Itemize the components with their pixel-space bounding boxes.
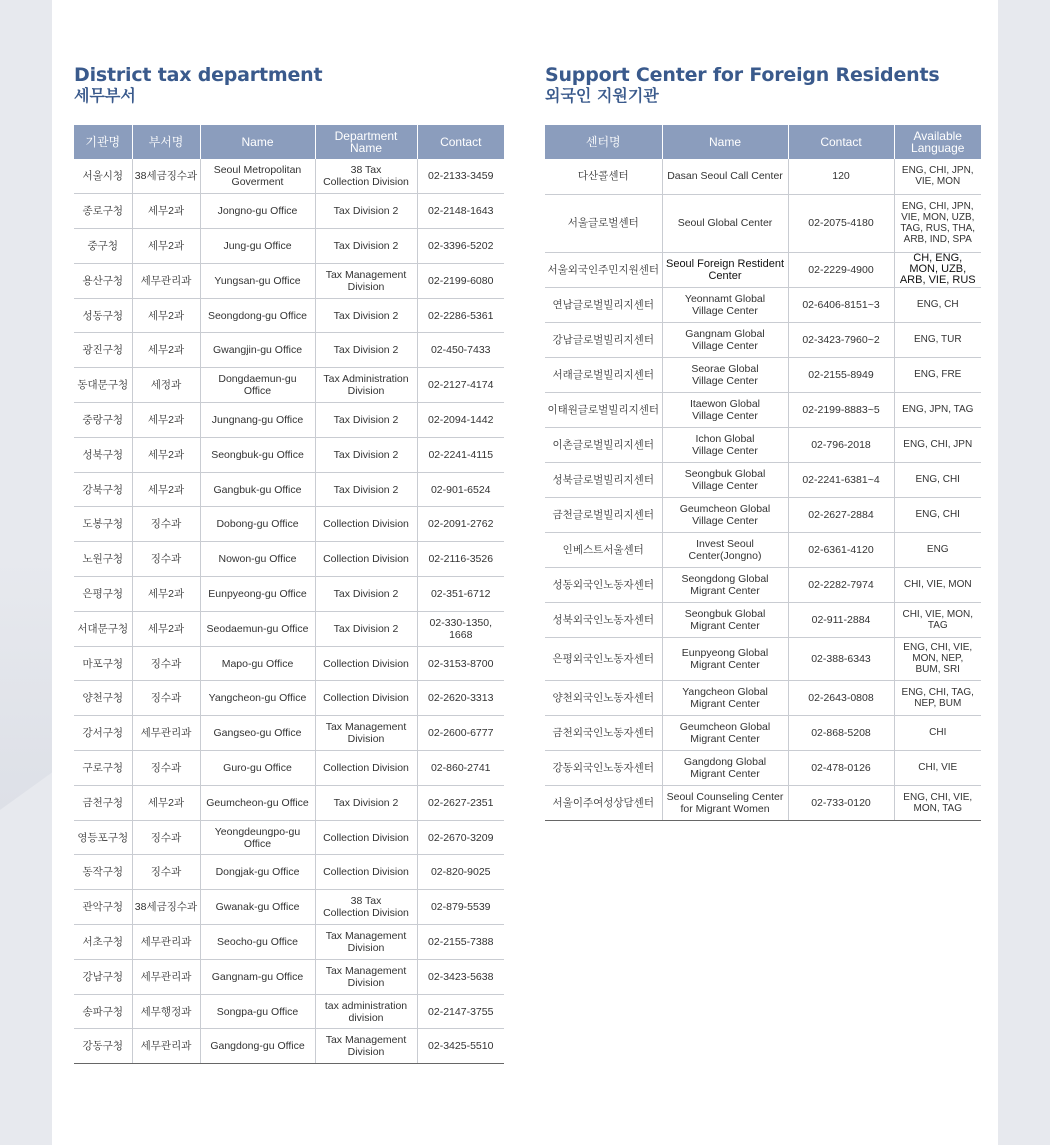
contact-cell: 02-2091-2762 (417, 507, 504, 542)
contact-cell: 02-2075-4180 (788, 194, 894, 252)
name-cell: Itaewon Global Village Center (662, 392, 788, 427)
contact-cell: 02-2282-7974 (788, 567, 894, 602)
name-cell: Gangbuk-gu Office (200, 472, 315, 507)
department-name-cell: 38 Tax Collection Division (315, 159, 417, 194)
contact-cell: 02-6361-4120 (788, 532, 894, 567)
name-cell: Geumcheon-gu Office (200, 785, 315, 820)
center-ko-cell: 이태원글로벌빌리지센터 (545, 392, 662, 427)
agency-cell: 용산구청 (74, 263, 132, 298)
table-row (74, 298, 504, 333)
center-ko-cell: 성동외국인노동자센터 (545, 567, 662, 602)
department-name-cell: Collection Division (315, 646, 417, 681)
department-name-cell: Tax Division 2 (315, 611, 417, 646)
page-edge-shadow (0, 560, 52, 810)
department-ko-cell: 세무2과 (132, 785, 200, 820)
table-row (74, 472, 504, 507)
agency-cell: 강서구청 (74, 716, 132, 751)
contact-cell: 02-2155-7388 (417, 925, 504, 960)
agency-cell: 중구청 (74, 229, 132, 264)
tax-title-en: District tax department (74, 64, 323, 86)
department-ko-cell: 38세금징수과 (132, 890, 200, 925)
table-row (545, 497, 981, 532)
contact-cell: 02-2116-3526 (417, 542, 504, 577)
table-row (545, 287, 981, 322)
center-ko-cell: 연남글로벌빌리지센터 (545, 287, 662, 322)
table-header-row (74, 125, 504, 159)
table-row (545, 637, 981, 680)
center-ko-cell: 이촌글로벌빌리지센터 (545, 427, 662, 462)
contact-cell: 02-2199-6080 (417, 263, 504, 298)
agency-cell: 종로구청 (74, 194, 132, 229)
department-name-cell: Collection Division (315, 751, 417, 786)
language-cell: ENG (894, 532, 981, 567)
header-department-ko: 부서명 (132, 125, 200, 159)
table-row (545, 252, 981, 287)
table-row (74, 716, 504, 751)
name-cell: Gangnam-gu Office (200, 959, 315, 994)
name-cell: Dobong-gu Office (200, 507, 315, 542)
department-ko-cell: 세무2과 (132, 577, 200, 612)
table-row (74, 194, 504, 229)
department-ko-cell: 세무2과 (132, 333, 200, 368)
department-name-cell: Collection Division (315, 820, 417, 855)
agency-cell: 구로구청 (74, 751, 132, 786)
name-cell: Yungsan-gu Office (200, 263, 315, 298)
agency-cell: 은평구청 (74, 577, 132, 612)
agency-cell: 강동구청 (74, 1029, 132, 1064)
table-row (74, 263, 504, 298)
table-row (545, 715, 981, 750)
contact-cell: 02-2627-2351 (417, 785, 504, 820)
language-cell: CHI (894, 715, 981, 750)
name-cell: Seongdong-gu Office (200, 298, 315, 333)
department-ko-cell: 세무관리과 (132, 959, 200, 994)
table-row (74, 507, 504, 542)
language-cell: ENG, CHI (894, 497, 981, 532)
center-ko-cell: 다산콜센터 (545, 159, 662, 194)
name-cell: Seocho-gu Office (200, 925, 315, 960)
header-name: Name (662, 125, 788, 159)
agency-cell: 관악구청 (74, 890, 132, 925)
contact-cell: 02-351-6712 (417, 577, 504, 612)
department-ko-cell: 세무2과 (132, 298, 200, 333)
table-row (74, 611, 504, 646)
language-cell: ENG, CHI, TAG, NEP, BUM (894, 680, 981, 715)
contact-cell: 02-2199-8883~5 (788, 392, 894, 427)
language-cell: ENG, FRE (894, 357, 981, 392)
agency-cell: 노원구청 (74, 542, 132, 577)
name-cell: Yangcheon-gu Office (200, 681, 315, 716)
contact-cell: 02-2229-4900 (788, 252, 894, 287)
name-cell: Dongjak-gu Office (200, 855, 315, 890)
table-row (545, 427, 981, 462)
header-center-ko: 센터명 (545, 125, 662, 159)
department-ko-cell: 징수과 (132, 855, 200, 890)
department-name-cell: Tax Division 2 (315, 298, 417, 333)
table-row (74, 785, 504, 820)
header-agency-ko: 기관명 (74, 125, 132, 159)
agency-cell: 동작구청 (74, 855, 132, 890)
language-cell: CHI, VIE, MON, TAG (894, 602, 981, 637)
table-row (545, 750, 981, 785)
header-department-name: Department Name (315, 125, 417, 159)
name-cell: Guro-gu Office (200, 751, 315, 786)
agency-cell: 서초구청 (74, 925, 132, 960)
table-row (545, 680, 981, 715)
table-row (74, 855, 504, 890)
table-row (74, 681, 504, 716)
table-row (545, 159, 981, 194)
header-contact: Contact (417, 125, 504, 159)
contact-cell: 02-388-6343 (788, 637, 894, 680)
table-row (74, 994, 504, 1029)
department-name-cell: Tax Management Division (315, 959, 417, 994)
department-name-cell: Tax Management Division (315, 716, 417, 751)
department-name-cell: Collection Division (315, 855, 417, 890)
name-cell: Songpa-gu Office (200, 994, 315, 1029)
support-center-table (545, 125, 981, 821)
table-row (74, 646, 504, 681)
department-name-cell: Tax Division 2 (315, 437, 417, 472)
agency-cell: 도봉구청 (74, 507, 132, 542)
language-cell: ENG, CHI (894, 462, 981, 497)
department-ko-cell: 세정과 (132, 368, 200, 403)
department-ko-cell: 징수과 (132, 820, 200, 855)
contact-cell: 02-2127-4174 (417, 368, 504, 403)
name-cell: Seoul Counseling Center for Migrant Women (662, 785, 788, 820)
language-cell: CHI, VIE, MON (894, 567, 981, 602)
table-row (74, 959, 504, 994)
table-row (74, 229, 504, 264)
header-language: Available Language (894, 125, 981, 159)
contact-cell: 02-796-2018 (788, 427, 894, 462)
name-cell: Jungnang-gu Office (200, 403, 315, 438)
contact-cell: 02-2286-5361 (417, 298, 504, 333)
contact-cell: 02-2600-6777 (417, 716, 504, 751)
language-cell: CH, ENG, MON, UZB, ARB, VIE, RUS (894, 252, 981, 287)
contact-cell: 02-3425-5510 (417, 1029, 504, 1064)
department-name-cell: Collection Division (315, 542, 417, 577)
agency-cell: 강남구청 (74, 959, 132, 994)
name-cell: Seoul Foreign Restident Center (662, 252, 788, 287)
contact-cell: 02-2241-6381~4 (788, 462, 894, 497)
district-tax-table (74, 125, 504, 1064)
contact-cell: 02-911-2884 (788, 602, 894, 637)
department-name-cell: Tax Division 2 (315, 785, 417, 820)
center-ko-cell: 금천외국인노동자센터 (545, 715, 662, 750)
contact-cell: 02-733-0120 (788, 785, 894, 820)
support-title-en: Support Center for Foreign Residents (545, 64, 940, 86)
department-ko-cell: 세무2과 (132, 229, 200, 264)
center-ko-cell: 서울외국인주민지원센터 (545, 252, 662, 287)
table-row (74, 820, 504, 855)
name-cell: Yangcheon Global Migrant Center (662, 680, 788, 715)
agency-cell: 성동구청 (74, 298, 132, 333)
agency-cell: 마포구청 (74, 646, 132, 681)
center-ko-cell: 강동외국인노동자센터 (545, 750, 662, 785)
name-cell: Seodaemun-gu Office (200, 611, 315, 646)
department-ko-cell: 징수과 (132, 646, 200, 681)
name-cell: Geumcheon Global Migrant Center (662, 715, 788, 750)
agency-cell: 강북구청 (74, 472, 132, 507)
department-ko-cell: 세무2과 (132, 437, 200, 472)
agency-cell: 성북구청 (74, 437, 132, 472)
contact-cell: 02-478-0126 (788, 750, 894, 785)
contact-cell: 02-2241-4115 (417, 437, 504, 472)
contact-cell: 02-2094-1442 (417, 403, 504, 438)
name-cell: Seongdong Global Migrant Center (662, 567, 788, 602)
language-cell: ENG, CHI, VIE, MON, NEP, BUM, SRI (894, 637, 981, 680)
contact-cell: 02-3423-7960~2 (788, 322, 894, 357)
department-ko-cell: 세무행정과 (132, 994, 200, 1029)
contact-cell: 02-330-1350, 1668 (417, 611, 504, 646)
center-ko-cell: 금천글로벌빌리지센터 (545, 497, 662, 532)
table-row (74, 1029, 504, 1064)
header-contact: Contact (788, 125, 894, 159)
language-cell: ENG, CHI, JPN (894, 427, 981, 462)
department-ko-cell: 세무관리과 (132, 263, 200, 298)
table-row (74, 542, 504, 577)
name-cell: Gwangjin-gu Office (200, 333, 315, 368)
center-ko-cell: 양천외국인노동자센터 (545, 680, 662, 715)
department-ko-cell: 징수과 (132, 542, 200, 577)
table-row (545, 357, 981, 392)
table-row (545, 532, 981, 567)
contact-cell: 02-901-6524 (417, 472, 504, 507)
contact-cell: 02-3153-8700 (417, 646, 504, 681)
table-row (545, 567, 981, 602)
center-ko-cell: 인베스트서울센터 (545, 532, 662, 567)
contact-cell: 02-2670-3209 (417, 820, 504, 855)
department-name-cell: tax administration division (315, 994, 417, 1029)
name-cell: Nowon-gu Office (200, 542, 315, 577)
department-ko-cell: 징수과 (132, 507, 200, 542)
language-cell: ENG, TUR (894, 322, 981, 357)
center-ko-cell: 서울이주여성상담센터 (545, 785, 662, 820)
contact-cell: 02-2133-3459 (417, 159, 504, 194)
name-cell: Jongno-gu Office (200, 194, 315, 229)
department-ko-cell: 38세금징수과 (132, 159, 200, 194)
tax-title-ko: 세무부서 (74, 86, 136, 105)
name-cell: Invest Seoul Center(Jongno) (662, 532, 788, 567)
department-ko-cell: 징수과 (132, 681, 200, 716)
table-row (545, 322, 981, 357)
contact-cell: 02-450-7433 (417, 333, 504, 368)
agency-cell: 서울시청 (74, 159, 132, 194)
language-cell: ENG, CHI, JPN, VIE, MON, UZB, TAG, RUS, THA, ARB, IND, SPA (894, 194, 981, 252)
contact-cell: 02-879-5539 (417, 890, 504, 925)
department-name-cell: Tax Management Division (315, 263, 417, 298)
center-ko-cell: 성북글로벌빌리지센터 (545, 462, 662, 497)
contact-cell: 02-2155-8949 (788, 357, 894, 392)
agency-cell: 서대문구청 (74, 611, 132, 646)
agency-cell: 송파구청 (74, 994, 132, 1029)
name-cell: Seoul Metropolitan Goverment (200, 159, 315, 194)
name-cell: Gangdong Global Migrant Center (662, 750, 788, 785)
table-row (74, 437, 504, 472)
table-row (545, 462, 981, 497)
department-name-cell: Collection Division (315, 507, 417, 542)
contact-cell: 120 (788, 159, 894, 194)
contact-cell: 02-2148-1643 (417, 194, 504, 229)
center-ko-cell: 은평외국인노동자센터 (545, 637, 662, 680)
language-cell: CHI, VIE (894, 750, 981, 785)
center-ko-cell: 성북외국인노동자센터 (545, 602, 662, 637)
name-cell: Seorae Global Village Center (662, 357, 788, 392)
name-cell: Yeongdeungpo-gu Office (200, 820, 315, 855)
department-name-cell: Tax Division 2 (315, 229, 417, 264)
table-row (74, 159, 504, 194)
support-center-section (545, 64, 981, 821)
table-row (545, 602, 981, 637)
department-name-cell: Tax Administration Division (315, 368, 417, 403)
department-ko-cell: 세무2과 (132, 403, 200, 438)
table-row (545, 194, 981, 252)
department-name-cell: Tax Division 2 (315, 472, 417, 507)
contact-cell: 02-3423-5638 (417, 959, 504, 994)
table-header-row (545, 125, 981, 159)
department-ko-cell: 세무관리과 (132, 716, 200, 751)
language-cell: ENG, JPN, TAG (894, 392, 981, 427)
contact-cell: 02-3396-5202 (417, 229, 504, 264)
name-cell: Eunpyeong Global Migrant Center (662, 637, 788, 680)
table-row (545, 785, 981, 820)
department-ko-cell: 세무2과 (132, 611, 200, 646)
department-name-cell: Tax Division 2 (315, 194, 417, 229)
department-ko-cell: 세무2과 (132, 472, 200, 507)
agency-cell: 동대문구청 (74, 368, 132, 403)
department-name-cell: Tax Division 2 (315, 577, 417, 612)
department-name-cell: Tax Division 2 (315, 403, 417, 438)
name-cell: Gangseo-gu Office (200, 716, 315, 751)
contact-cell: 02-868-5208 (788, 715, 894, 750)
name-cell: Dongdaemun-gu Office (200, 368, 315, 403)
name-cell: Seoul Global Center (662, 194, 788, 252)
contact-cell: 02-2620-3313 (417, 681, 504, 716)
header-name: Name (200, 125, 315, 159)
department-ko-cell: 세무관리과 (132, 1029, 200, 1064)
name-cell: Seongbuk-gu Office (200, 437, 315, 472)
name-cell: Gangdong-gu Office (200, 1029, 315, 1064)
table-row (74, 368, 504, 403)
name-cell: Seongbuk Global Migrant Center (662, 602, 788, 637)
table-row (74, 751, 504, 786)
department-name-cell: Tax Management Division (315, 925, 417, 960)
name-cell: Dasan Seoul Call Center (662, 159, 788, 194)
name-cell: Seongbuk Global Village Center (662, 462, 788, 497)
support-title-ko: 외국인 지원기관 (545, 86, 659, 105)
language-cell: ENG, CHI, JPN, VIE, MON (894, 159, 981, 194)
language-cell: ENG, CH (894, 287, 981, 322)
department-name-cell: Tax Division 2 (315, 333, 417, 368)
department-ko-cell: 세무관리과 (132, 925, 200, 960)
agency-cell: 영등포구청 (74, 820, 132, 855)
agency-cell: 광진구청 (74, 333, 132, 368)
language-cell: ENG, CHI, VIE, MON, TAG (894, 785, 981, 820)
contact-cell: 02-2147-3755 (417, 994, 504, 1029)
name-cell: Yeonnamt Global Village Center (662, 287, 788, 322)
contact-cell: 02-820-9025 (417, 855, 504, 890)
district-tax-section (74, 64, 504, 1064)
contact-cell: 02-6406-8151~3 (788, 287, 894, 322)
department-ko-cell: 세무2과 (132, 194, 200, 229)
table-row (74, 890, 504, 925)
name-cell: Jung-gu Office (200, 229, 315, 264)
department-ko-cell: 징수과 (132, 751, 200, 786)
table-row (74, 333, 504, 368)
table-row (74, 403, 504, 438)
agency-cell: 중랑구청 (74, 403, 132, 438)
center-ko-cell: 서래글로벌빌리지센터 (545, 357, 662, 392)
table-row (74, 577, 504, 612)
contact-cell: 02-2643-0808 (788, 680, 894, 715)
table-row (545, 392, 981, 427)
department-name-cell: Collection Division (315, 681, 417, 716)
name-cell: Mapo-gu Office (200, 646, 315, 681)
name-cell: Geumcheon Global Village Center (662, 497, 788, 532)
department-name-cell: 38 Tax Collection Division (315, 890, 417, 925)
name-cell: Ichon Global Village Center (662, 427, 788, 462)
name-cell: Gangnam Global Village Center (662, 322, 788, 357)
department-name-cell: Tax Management Division (315, 1029, 417, 1064)
agency-cell: 양천구청 (74, 681, 132, 716)
center-ko-cell: 서울글로벌센터 (545, 194, 662, 252)
agency-cell: 금천구청 (74, 785, 132, 820)
center-ko-cell: 강남글로벌빌리지센터 (545, 322, 662, 357)
table-row (74, 925, 504, 960)
name-cell: Gwanak-gu Office (200, 890, 315, 925)
contact-cell: 02-860-2741 (417, 751, 504, 786)
name-cell: Eunpyeong-gu Office (200, 577, 315, 612)
contact-cell: 02-2627-2884 (788, 497, 894, 532)
